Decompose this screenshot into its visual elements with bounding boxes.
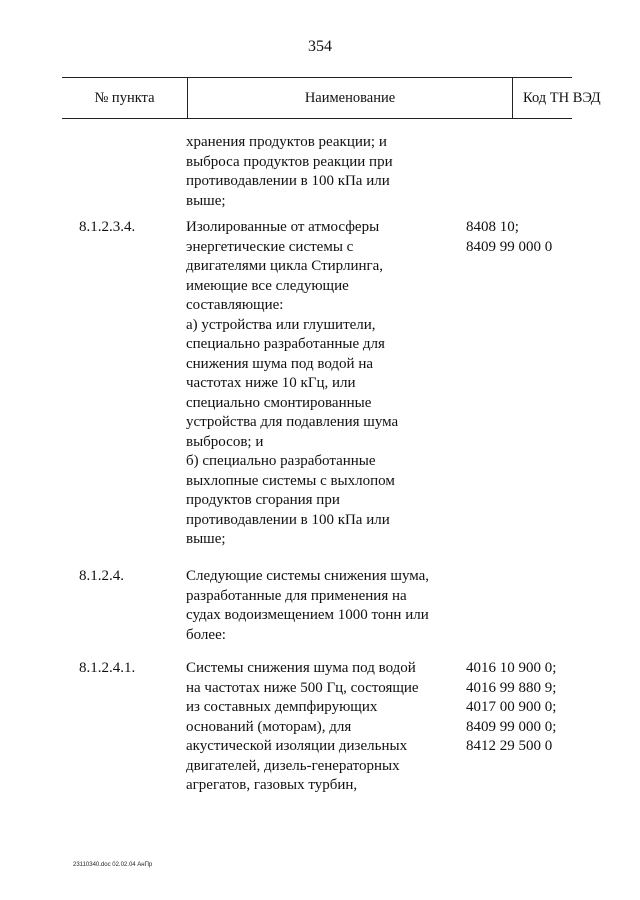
row-name: Следующие системы снижения шума, разработанные для применения на судах водоизмещением 1000 тонн или более: [186,568,430,643]
row-code: 8408 10; 8409 99 000 0 [466,219,553,255]
row-number: 8.1.2.4.1. [79,660,136,676]
table-body [0,133,640,799]
row-name: Системы снижения шума под водой на частотах ниже 500 Гц, состоящие из составных демпфирующих оснований (моторам), для акустической изоляции дизельных двигателей, дизель-генераторных агрегатов, газовых турбин, [186,660,419,793]
table-row [0,567,640,646]
row-number: 8.1.2.3.4. [79,219,136,235]
header-name: Наименование [187,78,513,118]
row-name: Изолированные от атмосферы энергетические системы с двигателями цикла Стирлинга, имеющие все следующие составляющие: а) устройства или глушители, специально разработанные для снижения шума под водой на частотах ниже 10 кГц, или специально смонтированные устройства для подавления шума выбросов; и б) специально разработанные выхлопные системы с выхлопом продуктов сгорания при противодавлении в 100 кПа или выше; [186,219,399,547]
page-number: 354 [308,38,332,55]
row-code: 4016 10 900 0; 4016 99 880 9; 4017 00 900 0; 8409 99 000 0; 8412 29 500 0 [466,660,557,754]
header-code: Код ТН ВЭД [523,90,601,106]
footer-file-reference: 23110340.doc 02.02.04 АнПр [73,862,153,868]
table-header [62,77,601,119]
row-name: хранения продуктов реакции; и выброса продуктов реакции при противодавлении в 100 кПа или выше; [186,134,393,209]
header-number: № пункта [94,90,155,106]
table-row [0,659,640,799]
row-number: 8.1.2.4. [79,568,124,584]
table-row [0,133,640,212]
table-row [0,218,640,555]
